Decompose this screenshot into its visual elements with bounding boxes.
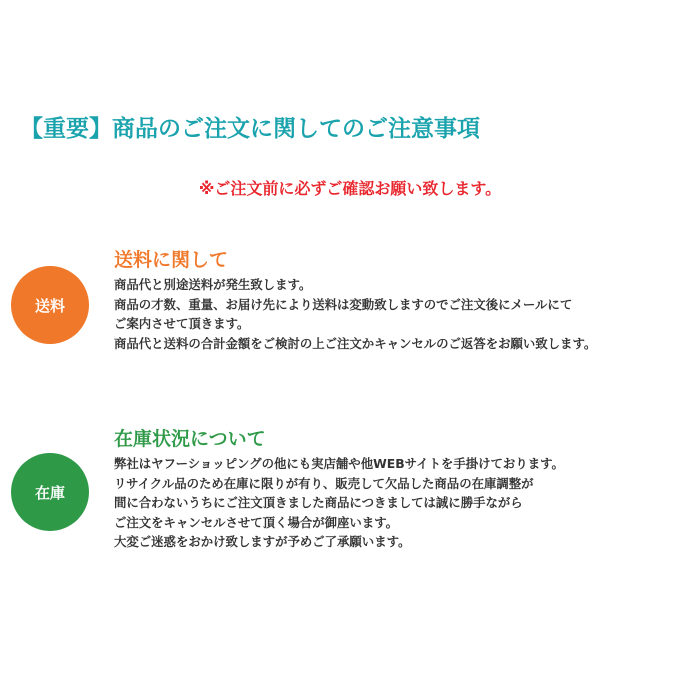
stock-line: ご注文をキャンセルさせて頂く場合が御座います。 xyxy=(114,514,398,530)
order-notice: ※ご注文前に必ずご確認お願い致します。 xyxy=(198,179,502,198)
stock-section xyxy=(114,426,694,552)
stock-line: 間に合わないうちにご注文頂きました商品につきましては誠に勝手ながら xyxy=(114,495,523,510)
stock-badge xyxy=(11,453,89,531)
stock-badge-label: 在庫 xyxy=(34,483,65,502)
stock-line: 大変ご迷惑をおかけ致しますが予めご了承願います。 xyxy=(114,534,411,549)
stock-line: リサイクル品のため在庫に限りが有り、販売して欠品した商品の在庫調整が xyxy=(114,475,534,491)
page-title: 【重要】商品のご注文に関してのご注意事項 xyxy=(20,116,480,142)
shipping-line: 商品代と別途送料が発生致します。 xyxy=(114,277,312,292)
shipping-section xyxy=(114,247,694,353)
shipping-heading: 送料に関して xyxy=(114,249,229,271)
shipping-badge xyxy=(11,266,89,344)
shipping-line: 商品の才数、重量、お届け先により送料は変動致しますのでご注文後にメールにて xyxy=(114,296,573,312)
shipping-badge-label: 送料 xyxy=(34,296,65,315)
shipping-line: ご案内させて頂きます。 xyxy=(114,316,250,331)
stock-line: 弊社はヤフーショッピングの他にも実店舗や他WEBサイトを手掛けております。 xyxy=(114,456,564,471)
stock-heading: 在庫状況について xyxy=(114,428,266,450)
shipping-line: 商品代と送料の合計金額をご検討の上ご注文かキャンセルのご返答をお願い致します。 xyxy=(114,335,597,351)
